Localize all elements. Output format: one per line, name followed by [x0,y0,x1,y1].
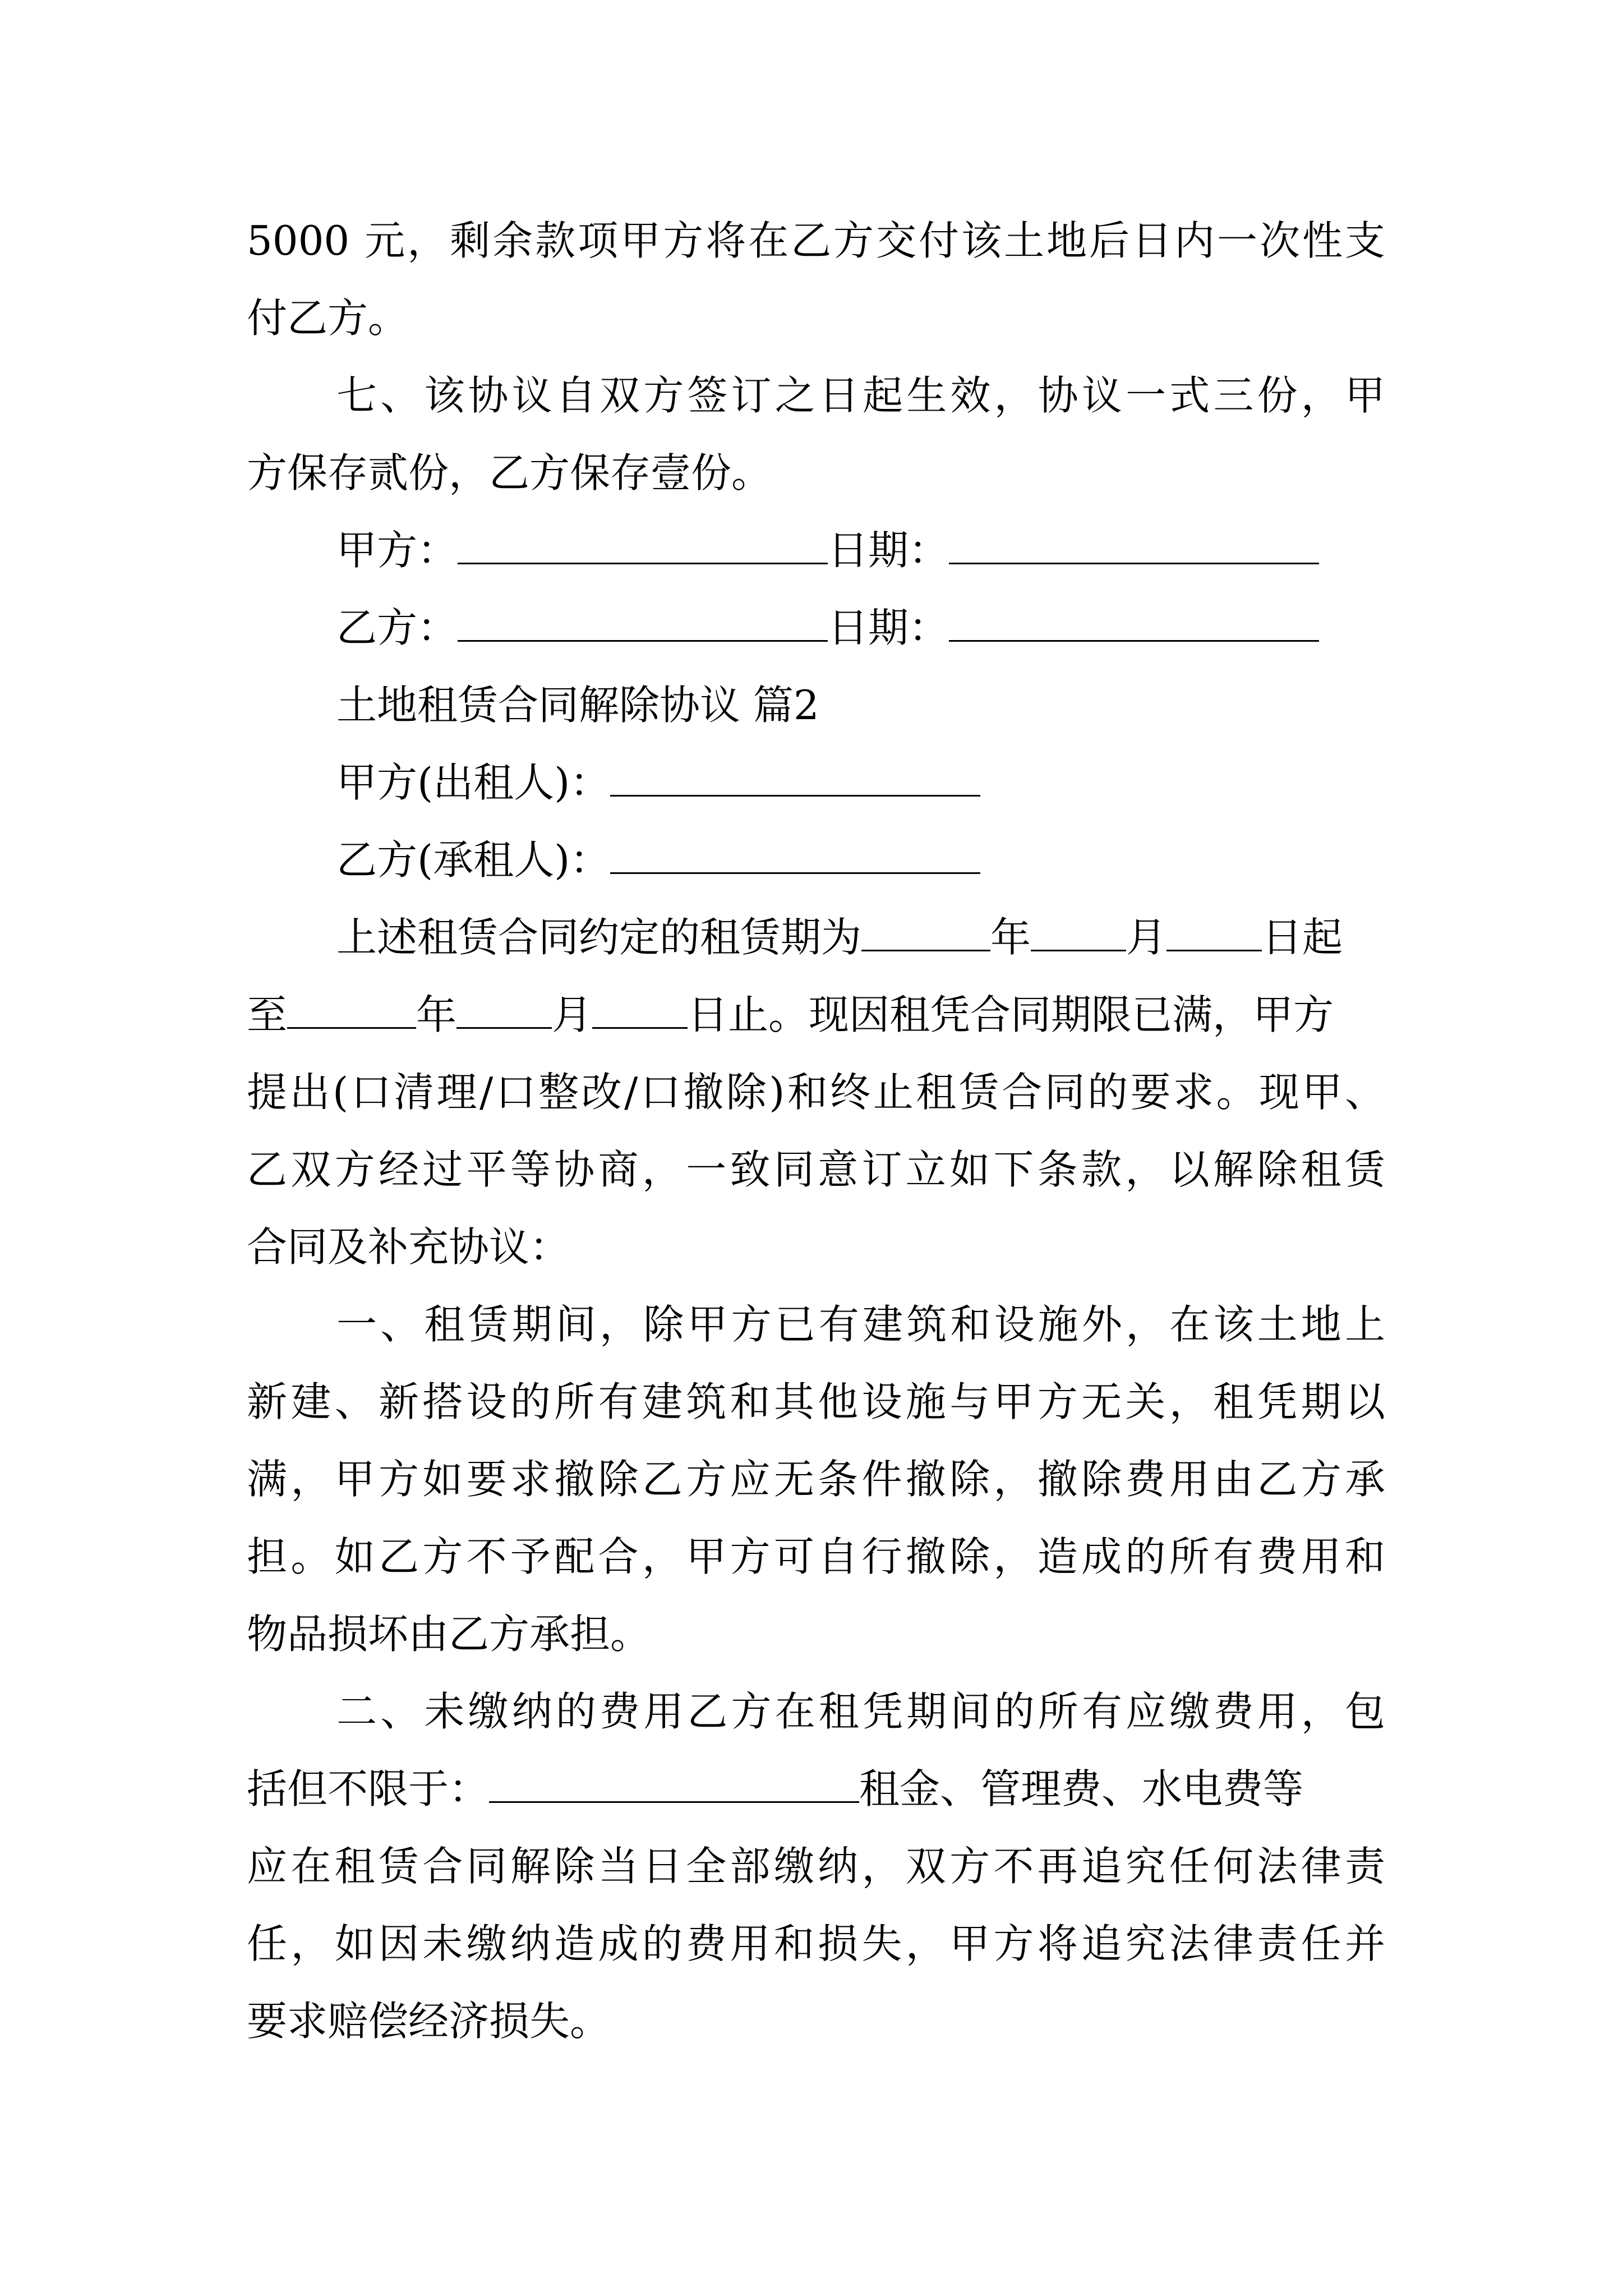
text-line: 二、未缴纳的费用乙方在租凭期间的所有应缴费用，包 [336,1688,1385,1735]
party-b-blank[interactable] [458,605,828,642]
document-page [247,202,1385,2060]
text-fragment: 月 [1126,914,1167,961]
text-fragment: 月 [552,991,593,1038]
date-b-blank[interactable] [949,605,1319,642]
lease-period-start-line [247,899,1385,976]
date-a-label: 日期： [828,527,949,574]
text-line: 要求赔偿经济损失。 [247,1998,611,2045]
end-month-blank[interactable] [457,992,552,1029]
lease-period-end-line [247,976,1385,1053]
text-line: 5000 元，剩余款项甲方将在乙方交付该土地后日内一次性支 [247,217,1385,264]
text-line: 新建、新搭设的所有建筑和其他设施与甲方无关，租凭期以 [247,1378,1385,1425]
text-fragment: 上述租赁合同约定的租赁期为 [336,914,862,961]
text-line: 满，甲方如要求撤除乙方应无条件撤除，撤除费用由乙方承 [247,1456,1385,1503]
text-line: 应在租赁合同解除当日全部缴纳，双方不再追究任何法律责 [247,1843,1385,1890]
lessee-label: 乙方(承租人)： [336,836,611,884]
text-fragment: 日止。现因租凭合同期限已满，甲方 [688,991,1334,1038]
text-fragment: 日起 [1262,914,1343,961]
fees-blank[interactable] [489,1766,859,1803]
lessor-blank[interactable] [610,760,980,797]
text-fragment: 至 [247,991,288,1038]
text-line: 合同及补充协议： [247,1223,570,1271]
lessor-line [247,744,1385,821]
text-line: 七、该协议自双方签订之日起生效，协议一式三份，甲 [336,372,1385,419]
text-line: 一、租赁期间，除甲方已有建筑和设施外，在该土地上 [336,1301,1385,1348]
date-b-label: 日期： [828,604,949,651]
text-fragment: 租金、管理费、水电费等 [859,1765,1304,1812]
start-year-blank[interactable] [861,915,990,951]
signature-line-party-a [247,512,1385,589]
text-line: 担。如乙方不予配合，甲方可自行撤除，造成的所有费用和 [247,1533,1385,1580]
party-b-label: 乙方： [336,604,458,651]
text-line: 提出(口清理/口整改/口撤除)和终止租赁合同的要求。现甲、 [247,1069,1385,1116]
text-line: 乙双方经过平等协商，一致同意订立如下条款，以解除租赁 [247,1146,1385,1193]
party-a-blank[interactable] [458,528,828,564]
date-a-blank[interactable] [949,528,1319,564]
text-fragment: 括但不限于： [247,1765,490,1812]
lessor-label: 甲方(出租人)： [336,759,611,806]
lessee-line [247,821,1385,899]
signature-line-party-b [247,589,1385,666]
lessee-blank[interactable] [610,838,980,874]
section-title: 土地租赁合同解除协议 篇2 [336,682,819,729]
start-day-blank[interactable] [1166,915,1262,951]
fees-line [247,1750,1385,1828]
text-fragment: 年 [416,991,457,1038]
text-line: 付乙方。 [247,295,409,342]
text-line: 物品损坏由乙方承担。 [247,1611,651,1658]
party-a-label: 甲方： [336,527,458,574]
text-line: 任，如因未缴纳造成的费用和损失，甲方将追究法律责任并 [247,1920,1385,1967]
end-day-blank[interactable] [592,992,688,1029]
text-fragment: 年 [990,914,1031,961]
end-year-blank[interactable] [287,992,416,1029]
text-line: 方保存贰份，乙方保存壹份。 [247,449,772,496]
start-month-blank[interactable] [1031,915,1126,951]
